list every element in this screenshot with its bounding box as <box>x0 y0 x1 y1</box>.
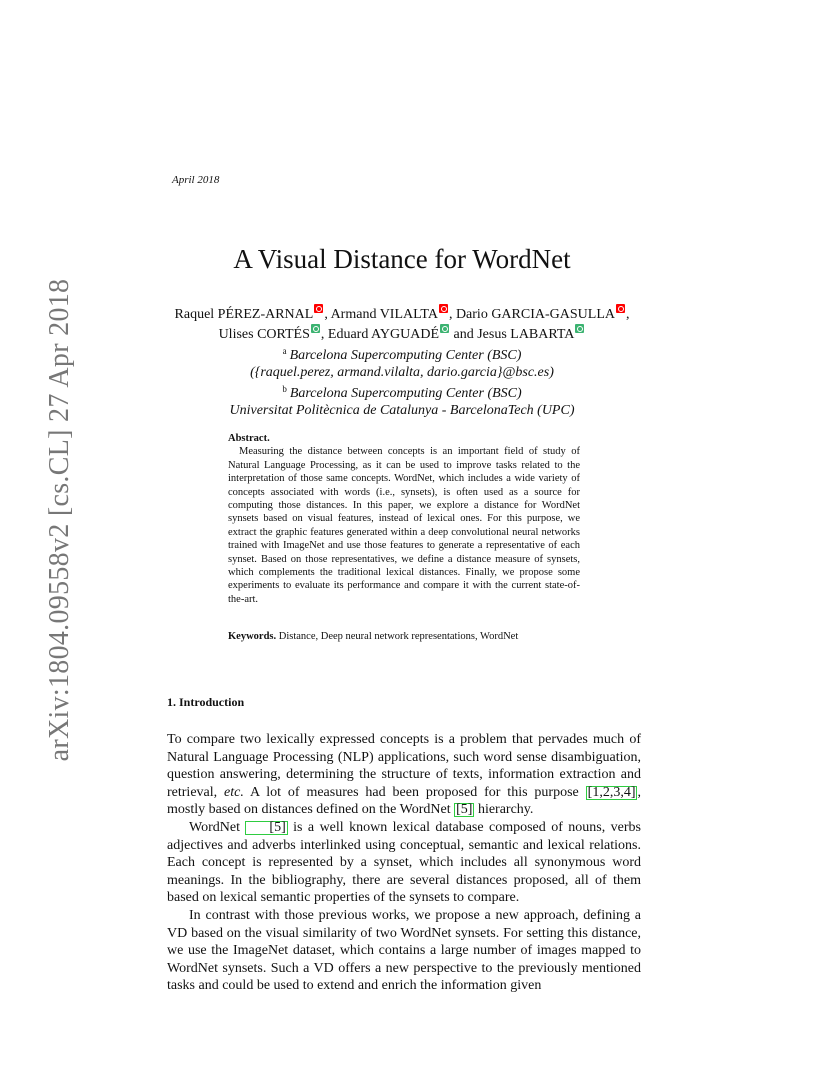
affiliation-a: Barcelona Supercomputing Center (BSC) <box>289 348 522 363</box>
affiliation-marker: b <box>282 384 287 394</box>
paragraph-text: To compare two lexically expressed concepts is a problem that pervades much of Natural Language Processing (NLP) applications, such word sense disambiguation, question answering, determining the structure of texts, information extraction and retrieval, <box>167 732 641 800</box>
paragraph-text: is a well known lexical database composed of nouns, verbs adjectives and adverbs interlinked using conceptual, semantic and lexical relations. Each concept is represented by a synset, which includes all synonymous word meanings. In the bibliography, there are several distances proposed, all of them based on lexical semantic properties of the synsets to compare. <box>167 819 641 906</box>
affiliation-marker: a <box>282 346 287 356</box>
paragraph-text: WordNet <box>189 819 246 835</box>
orcid-icon[interactable] <box>311 324 320 333</box>
affiliation-b: Barcelona Supercomputing Center (BSC) <box>289 386 522 401</box>
arxiv-identifier-stamp: arXiv:1804.09558v2 [cs.CL] 27 Apr 2018 <box>44 278 75 762</box>
author-name: , Dario GARCIA-GASULLA <box>448 307 615 322</box>
author-name: Ulises CORTÉS <box>218 327 310 342</box>
paragraph-text: , mostly based on distances defined on the WordNet <box>167 784 641 818</box>
orcid-icon[interactable] <box>616 304 625 313</box>
orcid-icon[interactable] <box>575 324 584 333</box>
affiliation-b-university: Universitat Politècnica de Catalunya - BarcelonaTech (UPC) <box>229 403 575 418</box>
paragraph <box>167 731 641 819</box>
keywords-text: Distance, Deep neural network representations, WordNet <box>276 631 519 642</box>
abstract-block <box>228 432 580 606</box>
affiliations <box>0 343 804 419</box>
author-emails: ({raquel.perez, armand.vilalta, dario.garcia}@bsc.es) <box>250 365 554 380</box>
abstract-text: Measuring the distance between concepts is an important field of study of Natural Language Processing, as it can be used to improve tasks related to the interpretation of those same concepts. WordNet, which includes a wide variety of concepts associated with words (i.e., synsets), is often used as a source for computing those distances. In this paper, we explore a distance for WordNet synsets based on visual features, instead of lexical ones. For this purpose, we extract the graphic features generated within a deep convolutional neural networks trained with ImageNet and use those features to generate a representative of each synset. Based on those representatives, we define a distance measure of synsets, which complements the traditional lexical distances. Finally, we propose some experiments to evaluate its performance and compare it with the current state-of-the-art. <box>228 446 580 605</box>
keywords <box>228 631 588 642</box>
paragraph-text: hierarchy. <box>474 802 534 818</box>
author-name: Raquel PÉREZ-ARNAL <box>174 307 314 322</box>
separator: , <box>625 307 630 322</box>
paragraph <box>167 819 641 907</box>
paper-title: A Visual Distance for WordNet <box>233 244 571 274</box>
orcid-icon[interactable] <box>439 304 448 313</box>
paragraph-text: A lot of measures had been proposed for this purpose <box>243 784 586 800</box>
citation-link[interactable]: [1,2,3,4] <box>587 784 636 800</box>
citation-link[interactable]: [5] <box>245 821 287 835</box>
author-name: and Jesus LABARTA <box>450 327 575 342</box>
author-name: , Armand VILALTA <box>324 307 438 322</box>
section-heading: 1. Introduction <box>167 695 245 709</box>
author-list <box>0 304 804 344</box>
paper-date: April 2018 <box>172 174 220 186</box>
citation-link[interactable]: [5] <box>456 802 473 818</box>
orcid-icon[interactable] <box>440 324 449 333</box>
orcid-icon[interactable] <box>314 304 323 313</box>
paragraph-text: etc. <box>224 784 244 800</box>
body-text <box>167 731 641 995</box>
paragraph: In contrast with those previous works, we propose a new approach, defining a VD based on the visual similarity of two WordNet synsets. For setting this distance, we use the ImageNet dataset, which contains a large number of images mapped to WordNet synsets. Such a VD offers a new perspective to the previously mentioned tasks and could be used to extend and enrich the information given <box>167 907 641 994</box>
author-name: , Eduard AYGUADÉ <box>320 327 439 342</box>
abstract-heading: Abstract. <box>228 433 270 444</box>
keywords-label: Keywords. <box>228 631 277 642</box>
